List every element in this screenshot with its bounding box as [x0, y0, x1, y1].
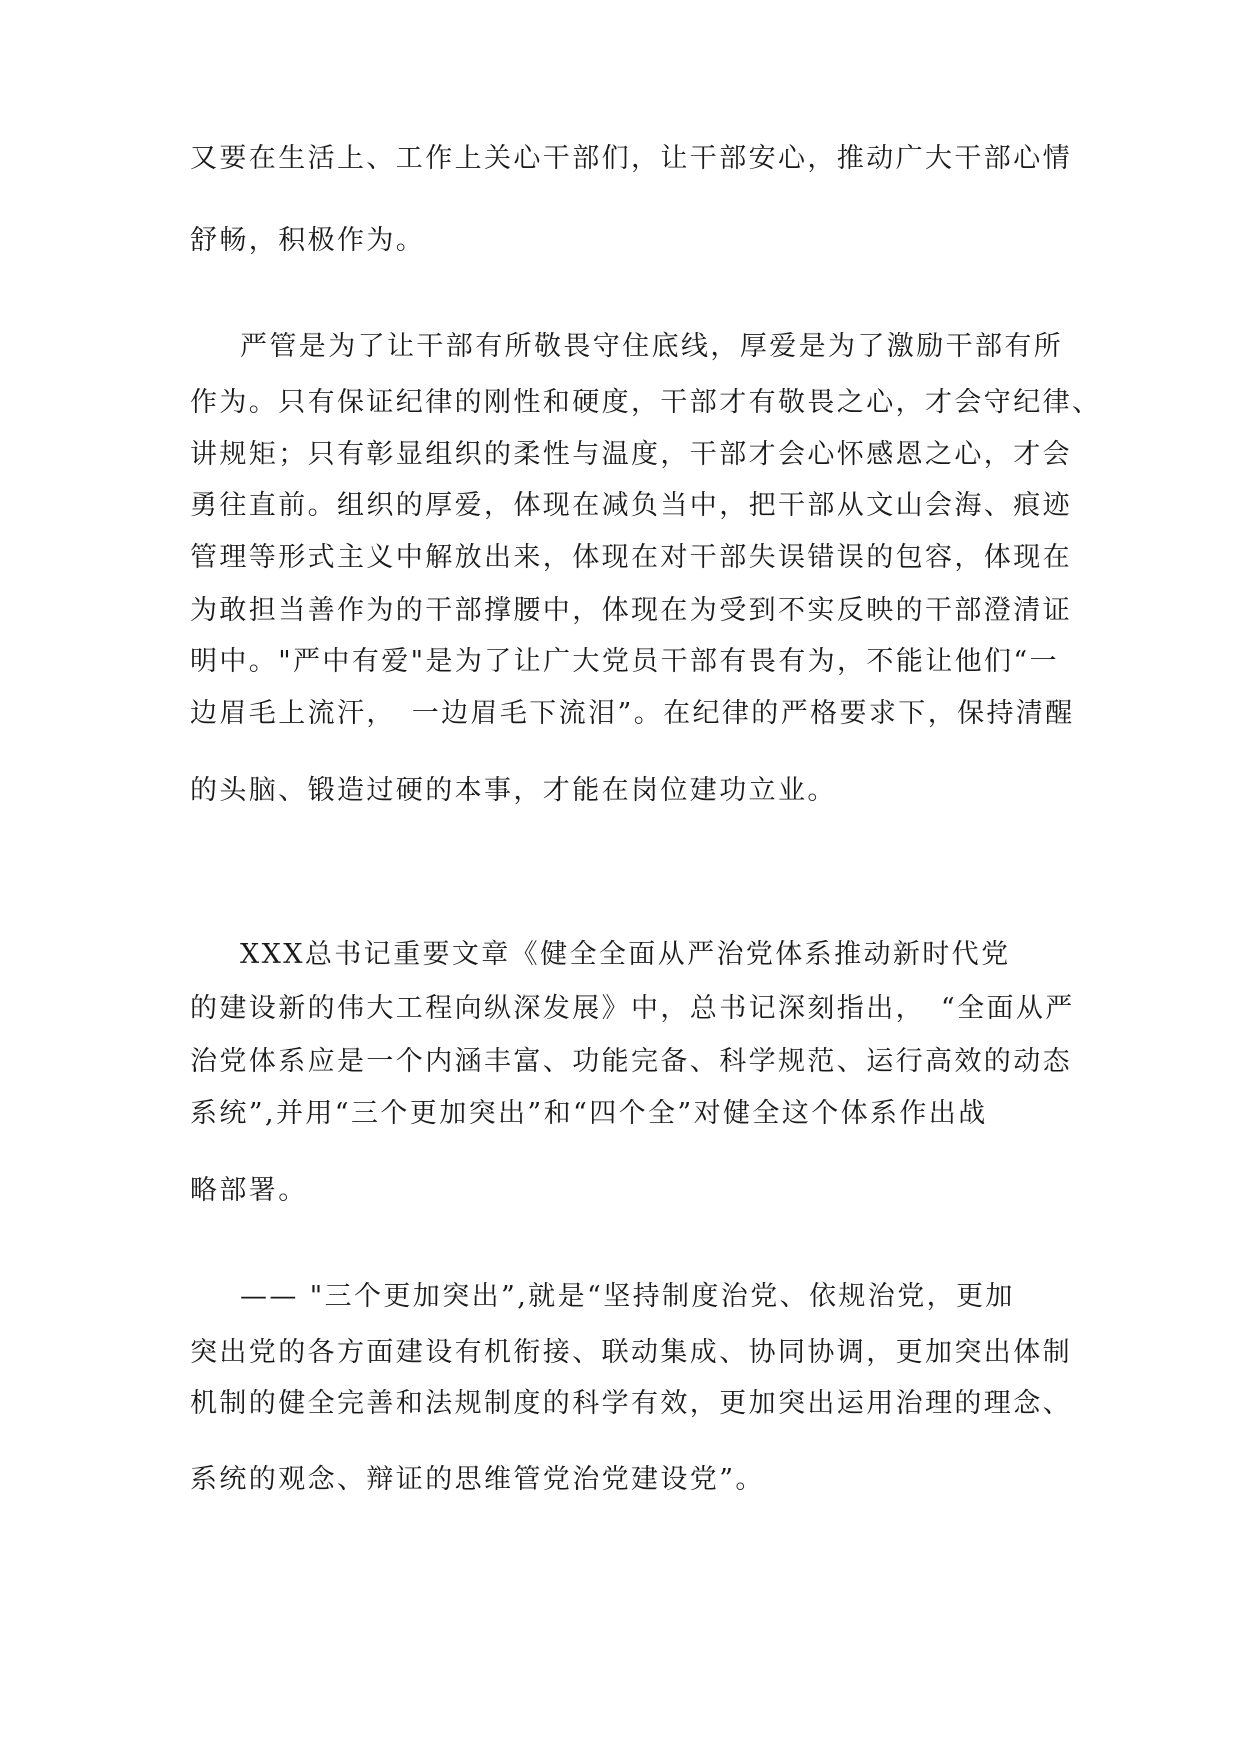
text-line: 勇往直前。组织的厚爱，体现在减负当中，把干部从文山会海、痕迹	[190, 490, 1072, 521]
text-line: XXX总书记重要文章《健全全面从严治党体系推动新时代党	[240, 939, 1011, 970]
text-line: 作为。只有保证纪律的刚性和硬度，干部才有敬畏之心，才会守纪律、	[190, 387, 1102, 418]
text-line: 严管是为了让干部有所敬畏守住底线，厚爱是为了激励干部有所	[240, 331, 1064, 362]
text-line: 治党体系应是一个内涵丰富、功能完备、科学规范、运行高效的动态	[190, 1046, 1072, 1077]
text-line: 机制的健全完善和法规制度的科学有效，更加突出运用治理的理念、	[190, 1388, 1072, 1419]
text-line: 明中。"严中有爱"是为了让广大党员干部有畏有为，不能让他们“一	[190, 646, 1060, 677]
text-line: 略部署。	[190, 1175, 308, 1206]
text-line: 管理等形式主义中解放出来，体现在对干部失误错误的包容，体现在	[190, 542, 1072, 573]
text-line: 突出党的各方面建设有机衔接、联动集成、协同协调，更加突出体制	[190, 1337, 1072, 1368]
text-line: 的建设新的伟大工程向纵深发展》中，总书记深刻指出， “全面从严	[190, 993, 1075, 1024]
text-line: —— "三个更加突出”,就是“坚持制度治党、依规治党，更加	[240, 1281, 1015, 1312]
text-line: 系统的观念、辩证的思维管党治党建设党”。	[190, 1464, 765, 1495]
text-line: 边眉毛上流汗， 一边眉毛下流泪”。在纪律的严格要求下，保持清醒	[190, 698, 1075, 729]
text-line: 又要在生活上、工作上关心干部们，让干部安心，推动广大干部心情	[190, 143, 1072, 174]
text-line: 舒畅，积极作为。	[190, 225, 426, 256]
text-line: 的头脑、锻造过硬的本事，才能在岗位建功立业。	[190, 775, 837, 806]
text-line: 讲规矩；只有彰显组织的柔性与温度，干部才会心怀感恩之心，才会	[190, 439, 1072, 470]
text-line: 系统”,并用“三个更加突出”和“四个全”对健全这个体系作出战	[190, 1098, 988, 1129]
text-line: 为敢担当善作为的干部撑腰中，体现在为受到不实反映的干部澄清证	[190, 595, 1072, 626]
